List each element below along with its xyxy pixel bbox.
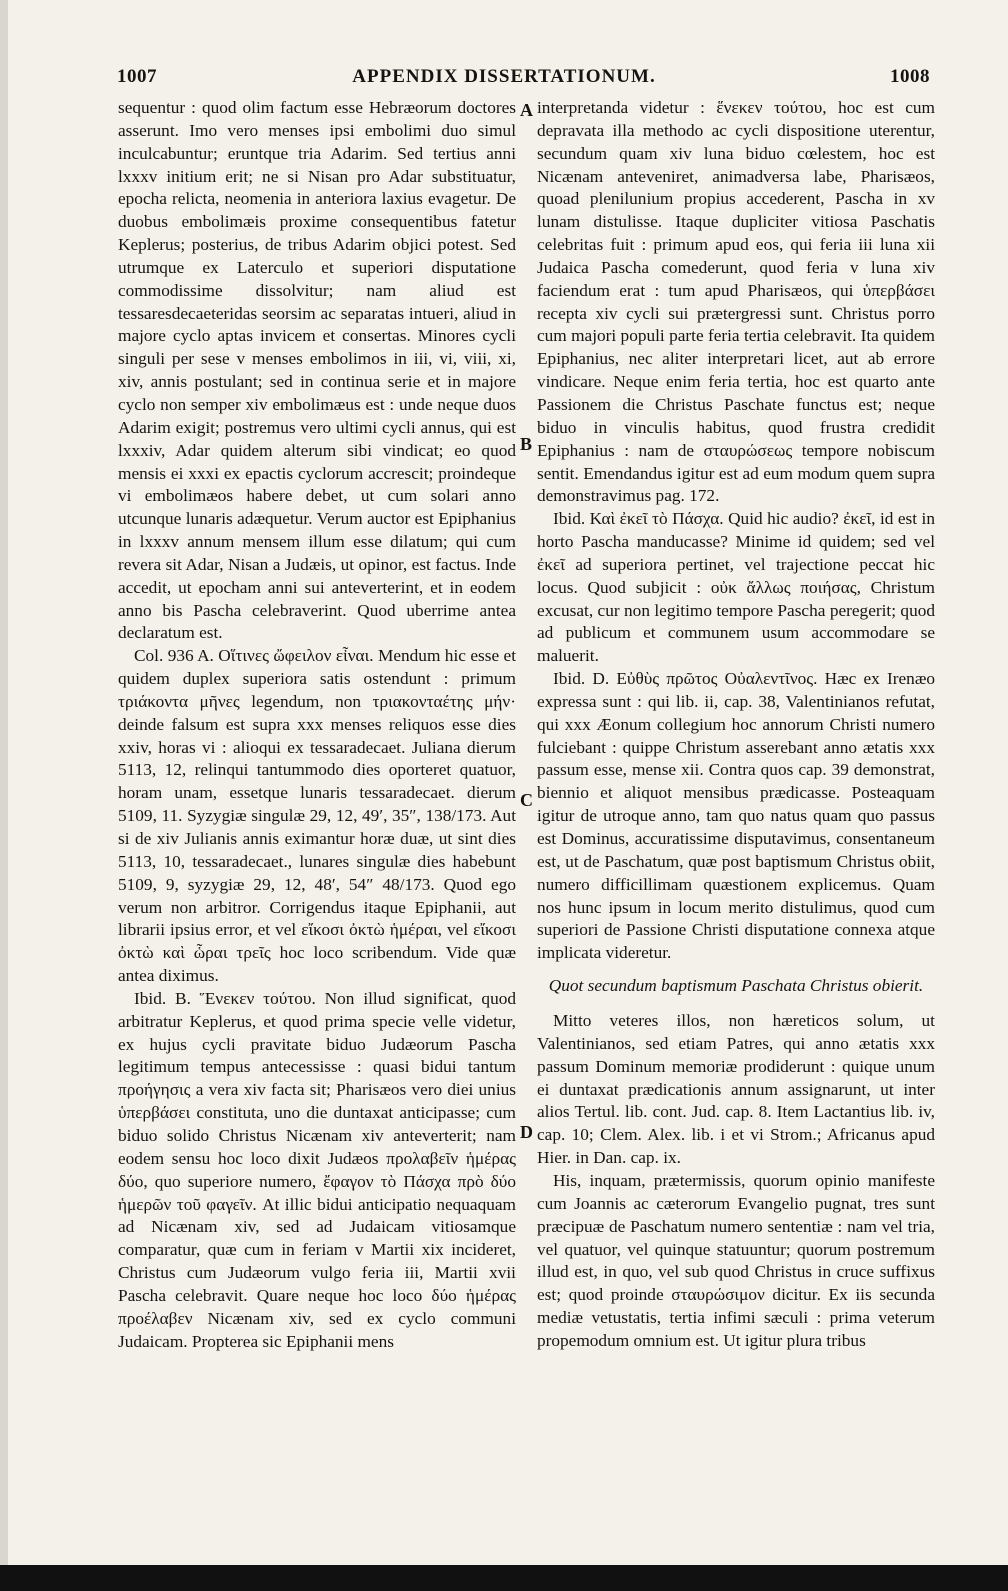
page-edge-shadow: [0, 0, 8, 1591]
section-marker-d: D: [520, 1122, 533, 1142]
section-heading: Quot secundum baptismum Paschata Christus obierit.: [548, 976, 924, 996]
left-paragraph-1: sequentur : quod olim factum esse Hebræorum doctores asserunt. Imo vero menses ipsi embolimi duo simul inculcabuntur; eruntque tria Adarim. Sed tertius anni lxxxv initium erit; ne si Nisan pro Adar substituatur, epocha relicta, neomenia in anteriora laxius evagetur. De duobus embolimæis proxime consequentibus fatetur Keplerus; posterius, de tribus Adarim objici potest. Sed utrumque ex Laterculo et superiori disputatione commodissime dissolvitur; nam aliud est tessaresdecaeteridas seorsim ac separatas intueri, aliud in majore cyclo aptas invicem et consertas. Minores cycli singuli per sese v menses embolimos in iii, vi, viii, xi, xiv, annis postulant; sed in continua serie et in majore cyclo non semper xiv embolimæus est : unde neque duos Adarim exigit; postremus vero ultimi cycli annus, qui est lxxxiv, Adar quidem alterum sibi vindicat; eo quod mensis ei xxxi ex epactis cyclorum accrescit; proindeque vi embolimæos habere debet, ut cum solari anno utcunque lunaris adæquetur. Verum auctor est Epiphanius in lxxxv annum mensem illum esse dilatum; qui cum revera sit Adar, Nisan a Judæis, ut opinor, est factus. Inde accedit, ut epocham anni sui anteverterint, et in eodem anno bis Pascha celebraverint. Quod uberrime antea declaratum est.: [118, 98, 516, 643]
page-header: [0, 66, 1008, 96]
right-paragraph-5: His, inquam, prætermissis, quorum opinio manifeste cum Joannis ac cæterorum Evangelio pugnat, tres sunt præcipuæ de Paschatum numero sententiæ : nam vel tria, vel quatuor, vel quinque statuuntur; quorum postremum illud est, in quo, vel sub quod Christus in cruce suffixus est; quod proinde σταυρώσιμον dicitur. Ex iis secunda mediæ vetustatis, tertia infimi sæculi : prima veterum propemodum omnium est. Ut igitur plura tribus: [537, 1170, 935, 1350]
page-number-left: 1007: [117, 66, 157, 87]
right-paragraph-4: Mitto veteres illos, non hæreticos solum, ut Valentinianos, sed etiam Patres, qui anno ætatis xxx passum Dominum memoriæ prodiderunt : quique unum ei duntaxat prædicationis annum assignarunt, ut inter alios Tertul. lib. cont. Jud. cap. 8. Item Lactantius lib. iv, cap. 10; Clem. Alex. lib. i et vi Strom.; Africanus apud Hier. in Dan. cap. ix.: [537, 1011, 935, 1168]
page-number-right: 1008: [890, 66, 930, 87]
right-column: [537, 97, 935, 1353]
right-paragraph-2: Ibid. Καὶ ἐκεῖ τὸ Πάσχα. Quid hic audio? ἐκεῖ, id est in horto Pascha manducasse? Minime id quidem; sed vel ἐκεῖ ad superiora pertinet, vel trajectione peccat hic locus. Quod subjicit : οὐκ ἄλλως ποιήσας, Christum excusat, cur non legitimo tempore Pascha peregerit; quod ad publicum et communem usum accommodare se maluerit.: [537, 509, 935, 666]
scan-bottom-border: [0, 1565, 1008, 1591]
section-marker-a: A: [520, 100, 533, 120]
left-column: [118, 97, 516, 1353]
left-paragraph-3: Ibid. B. Ἕνεκεν τούτου. Non illud significat, quod arbitratur Keplerus, et quod prima specie velle videtur, ex hujus cycli pravitate biduo Judæorum Pascha legitimum tempus antecessisse : quasi bidui tantum προήγησις a vera xiv facta sit; Pharisæos vero diei unius ὑπερβάσει constituta, uno die duntaxat anticipasse; cum biduo solido Christus Nicænam xiv anteverterit; nam eodem sensu hoc loco dixit Judæos προλαβεῖν ἡμέρας δύο, quo superiore numero, ἔφαγον τὸ Πάσχα πρὸ δύο ἡμερῶν τοῦ φαγεῖν. At illic bidui anticipatio nequaquam ad Nicænam xiv, sed ad Judaicam vitiosamque comparatur, quæ cum in feriam v Martii xix incideret, Christus cum Judæorum vulgo feria iii, Martii xvii Pascha celebravit. Quare neque hoc loco δύο ἡμέρας προέλαβεν Nicænam xiv, sed ex cyclo communi Judaicam. Propterea sic Epiphanii mens: [118, 988, 516, 1351]
section-marker-c: C: [520, 790, 533, 810]
section-marker-b: B: [520, 434, 533, 454]
left-paragraph-2: Col. 936 A. Οἵτινες ὤφειλον εἶναι. Mendum hic esse et quidem duplex superiora satis ostendunt : primum τριάκοντα μῆνες legendum, non τριακονταέτης μήν· deinde falsum est supra xxx menses reliquos esse dies xxiv, horas vi : alioqui ex tessaradecaet. Juliana dierum 5113, 12, relinqui tantummodo dies oporteret quatuor, horam unam, essetque lunaris tessaradecaet. dierum 5109, 11. Syzygiæ singulæ 29, 12, 49′, 35″, 138/173. Aut si de xiv Julianis annis eximantur horæ duæ, ut sint dies 5113, 10, tessaradecaet., lunares singulæ dies habebunt 5109, 9, syzygiæ 29, 12, 48′, 54″ 48/173. Quod ego verum non arbitror. Corrigendus itaque Epiphanii, aut librarii ipsius error, et vel εἴκοσι ὀκτὼ ἡμέραι, vel εἴκοσι ὀκτὼ καὶ ὧραι τρεῖς hoc loco scribendum. Vide quæ antea diximus.: [118, 646, 516, 986]
running-title: APPENDIX DISSERTATIONUM.: [352, 66, 656, 87]
right-paragraph-1: interpretanda videtur : ἕνεκεν τούτου, hoc est cum depravata illa methodo ac cycli dispositione uterentur, secundum quam xiv luna biduo cœlestem, hoc est Nicænam anteveniret, animadversa labe, Pharisæos, quoad plenilunium propius accederent, Pascha in xv lunam distulisse. Itaque dupliciter vitiosa Paschatis celebritas fuit : primum apud eos, qui feria iii luna xii Judaica Pascha comederunt, quod feria v luna xiv faciendum erat : tum apud Pharisæos, qui ὑπερβάσει recepta xiv cycli sui prætergressi sunt. Christus porro cum majori populi parte feria tertia celebravit. Ita quidem Epiphanius, nec aliter interpretari licet, aut ab errore vindicare. Neque enim feria tertia, hoc est quarto ante Passionem die Christus Paschate functus est; neque biduo in vinculis habitus, quod frustra credidit Epiphanius : nam de σταυρώσεως tempore nobiscum sentit. Emendandus igitur est ad eum modum quem supra demonstravimus pag. 172.: [537, 98, 935, 506]
right-paragraph-3: Ibid. D. Εὐθὺς πρῶτος Οὐαλεντῖνος. Hæc ex Irenæo expressa sunt : qui lib. ii, cap. 38, Valentinianos refutat, qui xxx Æonum collegium hoc annorum Christi numero fulciebant : quippe Christum asserebant anno ætatis xxx passum esse, mense xii. Contra quos cap. 39 demonstrat, biennio et aliquot mensibus prædicasse. Posteaquam igitur de utroque anno, tam quo natus quam quo passus est Dominus, accuratissime disputavimus, consentaneum est, ut de Paschatum, quæ post baptismum Christus obiit, numero difficillimam quæstionem explicemus. Quam nos hunc ipsum in locum merito distulimus, quod cum superiori de Passione Christi disputatione connexa atque implicata videretur.: [537, 669, 935, 963]
